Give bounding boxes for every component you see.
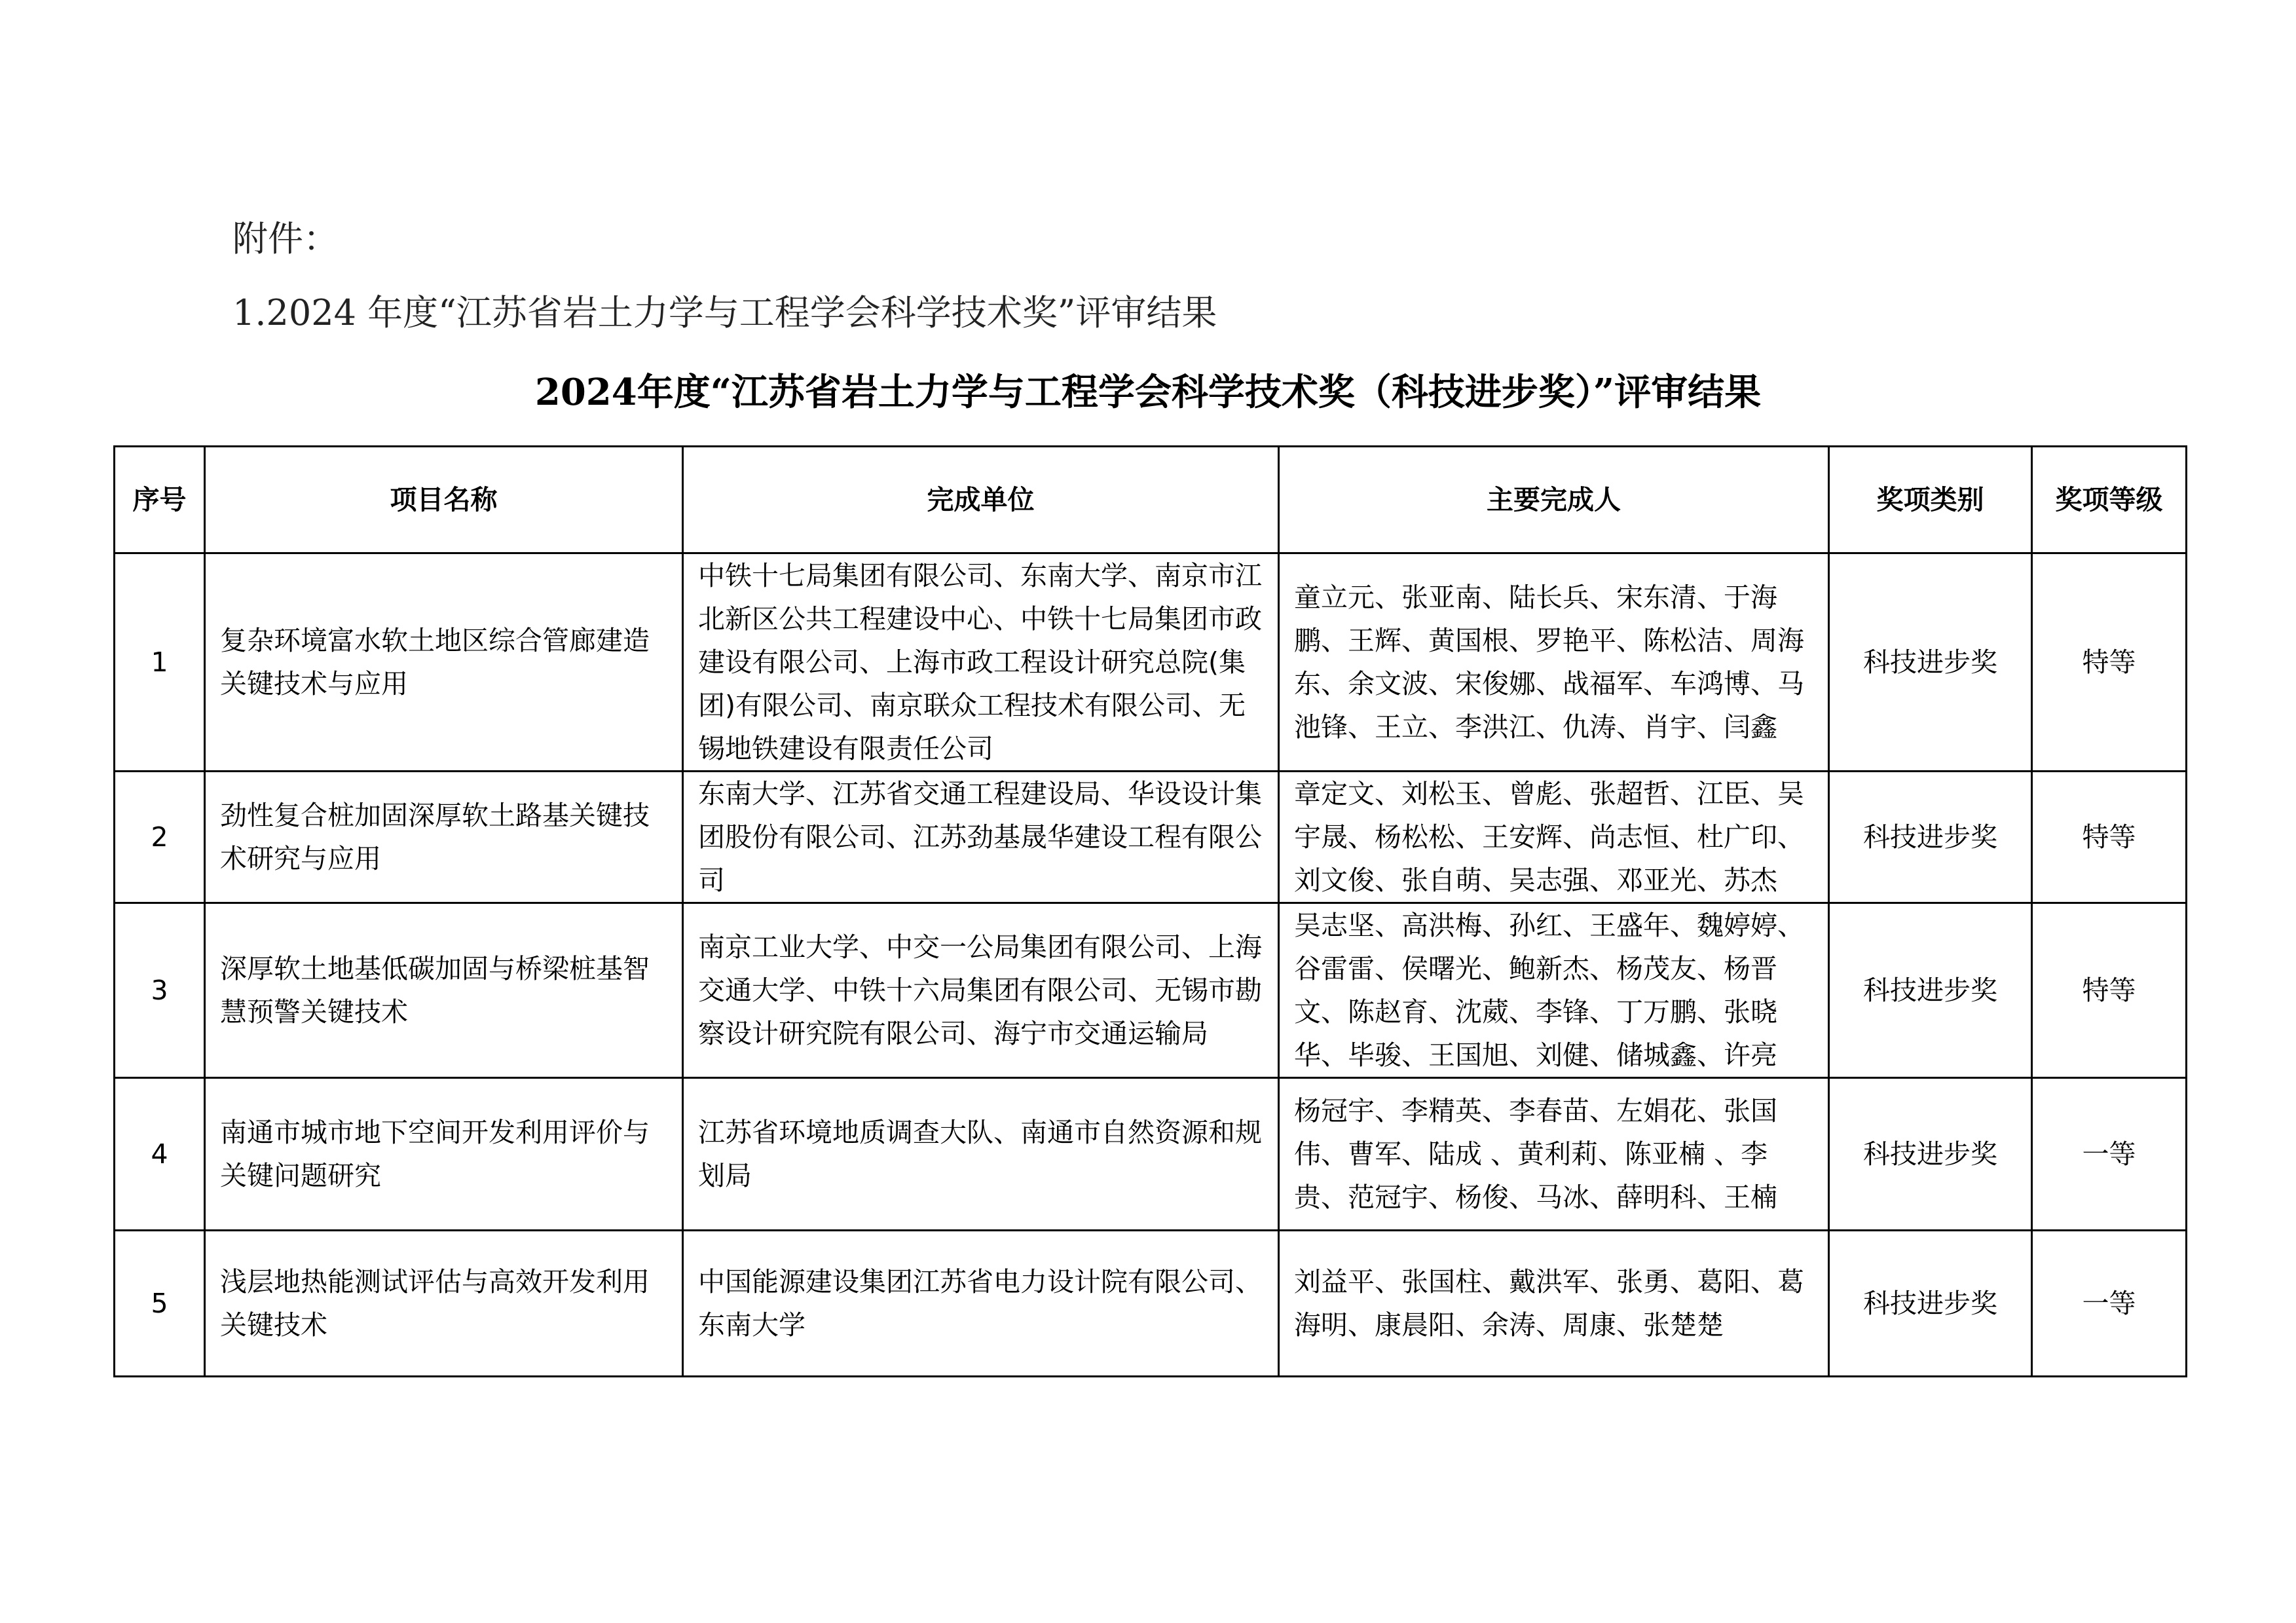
attachment-label: 附件：	[232, 218, 339, 259]
cell-units: 南京工业大学、中交一公局集团有限公司、上海交通大学、中铁十六局集团有限公司、无锡市勘察设计研究院有限公司、海宁市交通运输局	[683, 903, 1279, 1078]
cell-no: 1	[115, 553, 205, 772]
cell-persons: 杨冠宇、李精英、李春苗、左娟花、张国伟、曹军、陆成 、黄利莉、陈亚楠 、李贵、范冠宇、杨俊、马冰、薛明科、王楠	[1279, 1078, 1829, 1231]
cell-level: 特等	[2032, 553, 2187, 772]
cell-level: 特等	[2032, 772, 2187, 903]
cell-no: 2	[115, 772, 205, 903]
cell-no: 3	[115, 903, 205, 1078]
cell-units: 江苏省环境地质调查大队、南通市自然资源和规划局	[683, 1078, 1279, 1231]
table-row	[115, 903, 2187, 1078]
page-title: 2024年度“江苏省岩土力学与工程学会科学技术奖（科技进步奖）”评审结果	[534, 371, 1762, 414]
cell-persons: 刘益平、张国柱、戴洪军、张勇、葛阳、葛海明、康晨阳、余涛、周康、张楚楚	[1279, 1231, 1829, 1377]
header-project: 项目名称	[205, 447, 683, 553]
cell-no: 4	[115, 1078, 205, 1231]
cell-category: 科技进步奖	[1829, 1078, 2032, 1231]
cell-persons: 吴志坚、高洪梅、孙红、王盛年、魏婷婷、谷雷雷、侯曙光、鲍新杰、杨茂友、杨晋文、陈赵育、沈葳、李锋、丁万鹏、张晓华、毕骏、王国旭、刘健、储城鑫、许亮	[1279, 903, 1829, 1078]
cell-level: 一等	[2032, 1078, 2187, 1231]
table-row	[115, 553, 2187, 772]
cell-category: 科技进步奖	[1829, 553, 2032, 772]
header-persons: 主要完成人	[1279, 447, 1829, 553]
table-row	[115, 1078, 2187, 1231]
cell-level: 一等	[2032, 1231, 2187, 1377]
cell-project: 复杂环境富水软土地区综合管廊建造关键技术与应用	[205, 553, 683, 772]
cell-persons: 童立元、张亚南、陆长兵、宋东清、于海鹏、王辉、黄国根、罗艳平、陈松洁、周海东、余文波、宋俊娜、战福军、车鸿博、马池锋、王立、李洪江、仇涛、肖宇、闫鑫	[1279, 553, 1829, 772]
table-header-row	[115, 447, 2187, 553]
header-category: 奖项类别	[1829, 447, 2032, 553]
cell-project: 浅层地热能测试评估与高效开发利用关键技术	[205, 1231, 683, 1377]
table-row	[115, 772, 2187, 903]
cell-units: 中铁十七局集团有限公司、东南大学、南京市江北新区公共工程建设中心、中铁十七局集团市政建设有限公司、上海市政工程设计研究总院(集团)有限公司、南京联众工程技术有限公司、无锡地铁建设有限责任公司	[683, 553, 1279, 772]
header-no: 序号	[115, 447, 205, 553]
header-level: 奖项等级	[2032, 447, 2187, 553]
cell-project: 劲性复合桩加固深厚软土路基关键技术研究与应用	[205, 772, 683, 903]
cell-units: 东南大学、江苏省交通工程建设局、华设设计集团股份有限公司、江苏劲基晟华建设工程有限公司	[683, 772, 1279, 903]
cell-category: 科技进步奖	[1829, 1231, 2032, 1377]
results-table	[113, 445, 2187, 1377]
cell-units: 中国能源建设集团江苏省电力设计院有限公司、东南大学	[683, 1231, 1279, 1377]
table-row	[115, 1231, 2187, 1377]
cell-category: 科技进步奖	[1829, 772, 2032, 903]
header-units: 完成单位	[683, 447, 1279, 553]
cell-project: 深厚软土地基低碳加固与桥梁桩基智慧预警关键技术	[205, 903, 683, 1078]
cell-level: 特等	[2032, 903, 2187, 1078]
cell-project: 南通市城市地下空间开发利用评价与关键问题研究	[205, 1078, 683, 1231]
cell-category: 科技进步奖	[1829, 903, 2032, 1078]
document-subtitle: 1.2024 年度“江苏省岩土力学与工程学会科学技术奖”评审结果	[232, 292, 1217, 333]
cell-persons: 章定文、刘松玉、曾彪、张超哲、江臣、吴宇晟、杨松松、王安辉、尚志恒、杜广印、刘文俊、张自萌、吴志强、邓亚光、苏杰	[1279, 772, 1829, 903]
cell-no: 5	[115, 1231, 205, 1377]
